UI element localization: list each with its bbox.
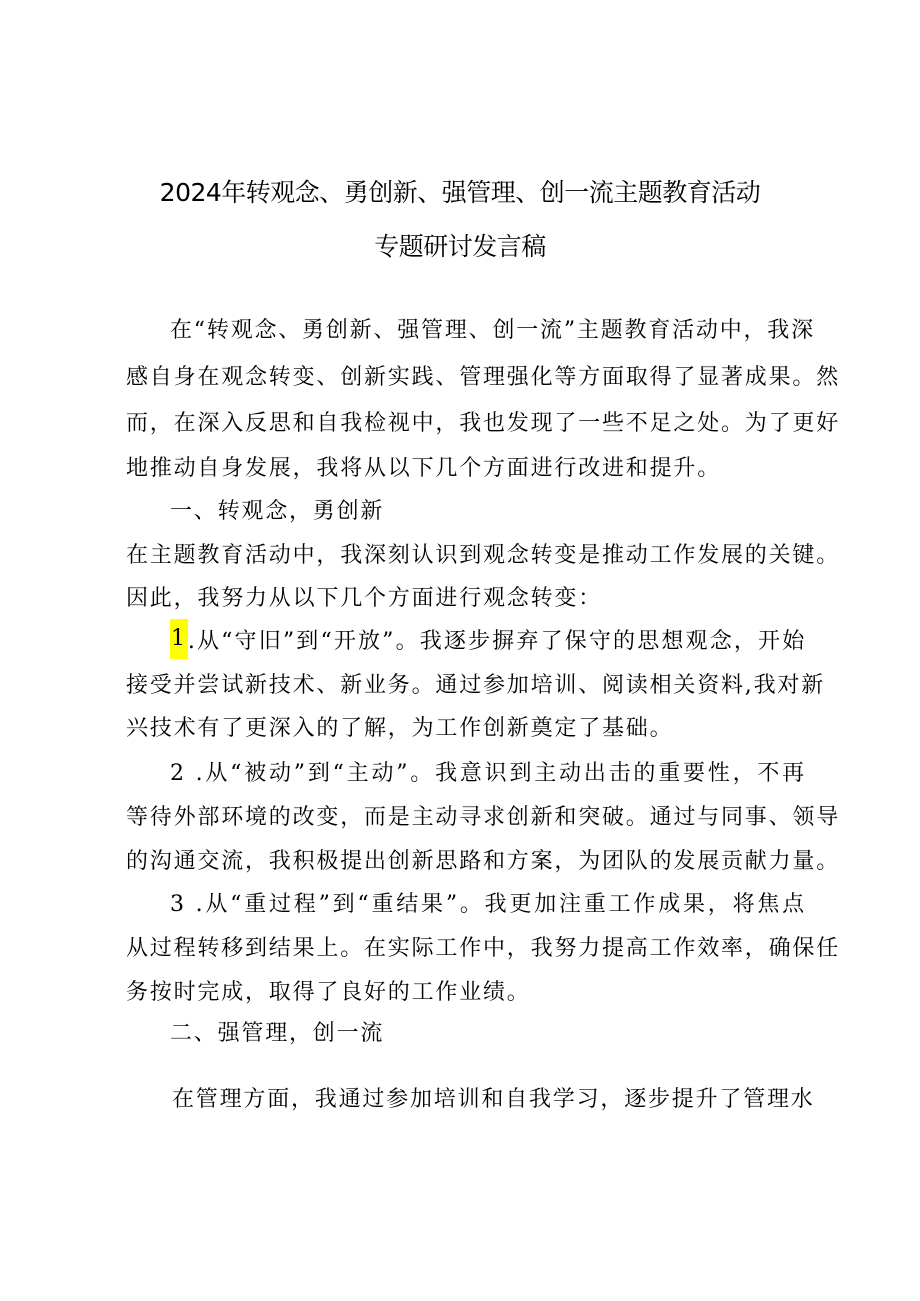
- section-2-line-1: 在管理方面，我通过参加培训和自我学习，逐步提升了管理水: [172, 1087, 815, 1112]
- section-1-intro-line-1: 在主题教育活动中，我深刻认识到观念转变是推动工作发展的关键。: [126, 543, 841, 568]
- item-1-line-3: 兴技术有了更深入的了解，为工作创新奠定了基础。: [126, 716, 674, 741]
- item-3-line-1: 3 .从“重过程”到“重结果”。我更加注重工作成果，将焦点: [170, 892, 806, 917]
- item-3-line-2: 从过程转移到结果上。在实际工作中，我努力提高工作效率，确保任: [126, 936, 841, 961]
- section-1-intro-line-2: 因此，我努力从以下几个方面进行观念转变：: [126, 586, 603, 611]
- item-3-line-3: 务按时完成，取得了良好的工作业绩。: [126, 980, 531, 1005]
- intro-line-2: 感自身在观念转变、创新实践、管理强化等方面取得了显著成果。然: [126, 365, 841, 390]
- document-title-line-2: 专题研讨发言稿: [374, 232, 546, 261]
- section-2-heading: 二、强管理，创一流: [170, 1021, 385, 1046]
- section-1-heading: 一、转观念，勇创新: [170, 499, 385, 524]
- item-1-number-highlight: 1: [170, 619, 188, 659]
- item-2-line-1: 2 .从“被动”到“主动”。我意识到主动出击的重要性，不再: [170, 761, 806, 786]
- item-1-line-1: [170, 625, 806, 659]
- document-title-line-1: 2024年转观念、勇创新、强管理、创一流主题教育活动: [159, 178, 761, 207]
- item-2-line-3: 的沟通交流，我积极提出创新思路和方案，为团队的发展贡献力量。: [126, 849, 841, 874]
- item-2-line-2: 等待外部环境的改变，而是主动寻求创新和突破。通过与同事、领导: [126, 805, 841, 830]
- intro-line-3: 而，在深入反思和自我检视中，我也发现了一些不足之处。为了更好: [126, 411, 841, 436]
- item-1-line-2: 接受并尝试新技术、新业务。通过参加培训、阅读相关资料,我对新: [126, 673, 825, 698]
- item-1-line-1-text: .从“守旧”到“开放”。我逐步摒弃了保守的思想观念，开始: [187, 629, 806, 654]
- intro-line-4: 地推动自身发展，我将从以下几个方面进行改进和提升。: [126, 456, 722, 481]
- intro-line-1: 在“转观念、勇创新、强管理、创一流”主题教育活动中，我深: [170, 318, 815, 343]
